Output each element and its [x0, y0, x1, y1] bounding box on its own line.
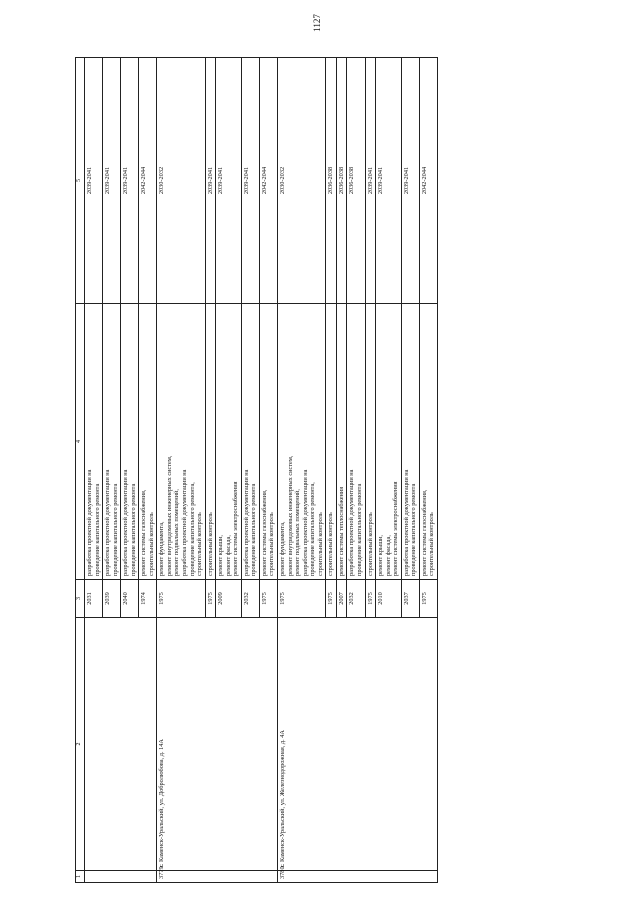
- work-type-line: строительный контроль: [327, 512, 335, 576]
- year-cell: 1975: [157, 580, 205, 618]
- work-type-line: ремонт системы газоснабжения,: [260, 489, 268, 576]
- work-types-cell: [347, 304, 365, 580]
- work-types-cell: [326, 304, 337, 580]
- year-cell: 1975: [205, 580, 216, 618]
- work-type-line: проведение капитального ремонта,: [309, 482, 317, 576]
- work-types-cell: [103, 304, 121, 580]
- year-cell: 2037: [401, 580, 419, 618]
- year-cell: 2009: [216, 580, 242, 618]
- period-cell: 2036-2038: [347, 58, 365, 304]
- work-types-cell: [241, 304, 259, 580]
- work-type-line: разработка проектной документации на: [122, 469, 130, 576]
- period-cell: 2039-2041: [121, 58, 139, 304]
- year-cell: 1975: [365, 580, 376, 618]
- table-row: [278, 58, 326, 883]
- work-type-line: проведение капитального ремонта: [93, 483, 101, 576]
- address-cell: г. Каменск-Уральский, ул. Железнодорожная, д. 4А: [278, 618, 438, 871]
- year-cell: 2031: [85, 580, 103, 618]
- period-cell: 2042-2044: [259, 58, 277, 304]
- work-type-line: ремонт внутридомовых инженерных систем,: [165, 455, 173, 576]
- period-cell: 2039-2041: [216, 58, 242, 304]
- work-types-cell: [139, 304, 157, 580]
- work-type-line: проведение капитального ремонта: [129, 483, 137, 576]
- period-cell: 2039-2041: [401, 58, 419, 304]
- work-type-line: разработка проектной документации на: [301, 469, 309, 576]
- work-types-cell: [401, 304, 419, 580]
- period-cell: 2039-2041: [365, 58, 376, 304]
- work-type-line: разработка проектной документации на: [242, 469, 250, 576]
- work-type-line: строительный контроль: [316, 512, 324, 576]
- work-types-cell: [365, 304, 376, 580]
- work-types-cell: [259, 304, 277, 580]
- work-types-cell: [376, 304, 402, 580]
- period-cell: 2039-2041: [103, 58, 121, 304]
- work-type-line: разработка проектной документации на: [348, 469, 356, 576]
- year-cell: 1975: [326, 580, 337, 618]
- repair-schedule-table: [75, 57, 438, 883]
- header-cell-4: 4: [76, 304, 85, 580]
- period-cell: 2039-2041: [85, 58, 103, 304]
- table-row: [157, 58, 205, 883]
- address-cell: [85, 618, 157, 871]
- year-cell: 2032: [241, 580, 259, 618]
- object-number-cell: 3780.: [278, 871, 438, 883]
- work-type-line: ремонт фундамента,: [279, 521, 287, 576]
- work-type-line: ремонт системы теплоснабжения: [337, 486, 345, 576]
- work-type-line: проведение капитального ремонта: [111, 483, 119, 576]
- object-number-cell: 3779.: [157, 871, 278, 883]
- work-type-line: ремонт подвальных помещений,: [294, 489, 302, 576]
- object-number-cell: [85, 871, 157, 883]
- year-cell: 2010: [376, 580, 402, 618]
- period-cell: 2030-2032: [278, 58, 326, 304]
- work-type-line: ремонт фасада,: [384, 535, 392, 576]
- work-type-line: строительный контроль: [206, 512, 214, 576]
- period-cell: 2030-2032: [157, 58, 205, 304]
- work-type-line: проведение капитального ремонта: [355, 483, 363, 576]
- work-type-line: строительный контроль: [428, 512, 436, 576]
- year-cell: 1975: [278, 580, 326, 618]
- work-type-line: разработка проектной документации на: [402, 469, 410, 576]
- page-number: 1127: [312, 14, 322, 32]
- work-type-line: проведение капитального ремонта,: [188, 482, 196, 576]
- work-types-cell: [205, 304, 216, 580]
- work-types-cell: [419, 304, 437, 580]
- work-type-line: проведение капитального ремонта: [410, 483, 418, 576]
- table-header-row: [76, 58, 85, 883]
- year-cell: 2039: [103, 580, 121, 618]
- period-cell: 2042-2044: [419, 58, 437, 304]
- work-type-line: ремонт крыши,: [217, 534, 225, 576]
- work-types-cell: [85, 304, 103, 580]
- table-row: [85, 58, 103, 883]
- work-types-cell: [121, 304, 139, 580]
- period-cell: 2042-2044: [139, 58, 157, 304]
- work-type-line: ремонт фундамента,: [158, 521, 166, 576]
- work-type-line: ремонт системы электроснабжения: [232, 481, 240, 576]
- year-cell: 2032: [347, 580, 365, 618]
- work-types-cell: [157, 304, 205, 580]
- year-cell: 2040: [121, 580, 139, 618]
- work-type-line: строительный контроль: [147, 512, 155, 576]
- year-cell: 1974: [139, 580, 157, 618]
- header-cell-2: 2: [76, 618, 85, 871]
- work-types-cell: [216, 304, 242, 580]
- year-cell: 1975: [259, 580, 277, 618]
- work-type-line: проведение капитального ремонта: [250, 483, 258, 576]
- header-cell-1: 1: [76, 871, 85, 883]
- work-type-line: строительный контроль: [268, 512, 276, 576]
- period-cell: 2036-2038: [326, 58, 337, 304]
- work-type-line: ремонт системы газоснабжения,: [140, 489, 148, 576]
- work-type-line: ремонт внутридомовых инженерных систем,: [286, 455, 294, 576]
- year-cell: 1975: [419, 580, 437, 618]
- work-type-line: разработка проектной документации на: [104, 469, 112, 576]
- work-type-line: ремонт системы газоснабжения,: [420, 489, 428, 576]
- address-cell: г. Каменск-Уральский, ул. Добролюбова, д. 14А: [157, 618, 278, 871]
- work-type-line: ремонт подвальных помещений,: [173, 489, 181, 576]
- work-type-line: ремонт системы электроснабжения: [392, 481, 400, 576]
- work-type-line: строительный контроль: [196, 512, 204, 576]
- work-type-line: разработка проектной документации на: [86, 469, 93, 576]
- header-cell-3: 3: [76, 580, 85, 618]
- period-cell: 2039-2041: [241, 58, 259, 304]
- rotated-table-container: [75, 58, 578, 883]
- work-types-cell: [278, 304, 326, 580]
- work-type-line: строительный контроль: [366, 512, 374, 576]
- work-type-line: разработка проектной документации на: [181, 469, 189, 576]
- period-cell: 2036-2038: [336, 58, 347, 304]
- work-type-line: ремонт крыши,: [377, 534, 385, 576]
- work-type-line: ремонт фасада,: [224, 535, 232, 576]
- header-cell-5: 5: [76, 58, 85, 304]
- year-cell: 2007: [336, 580, 347, 618]
- period-cell: 2039-2041: [376, 58, 402, 304]
- period-cell: 2039-2041: [205, 58, 216, 304]
- work-types-cell: [336, 304, 347, 580]
